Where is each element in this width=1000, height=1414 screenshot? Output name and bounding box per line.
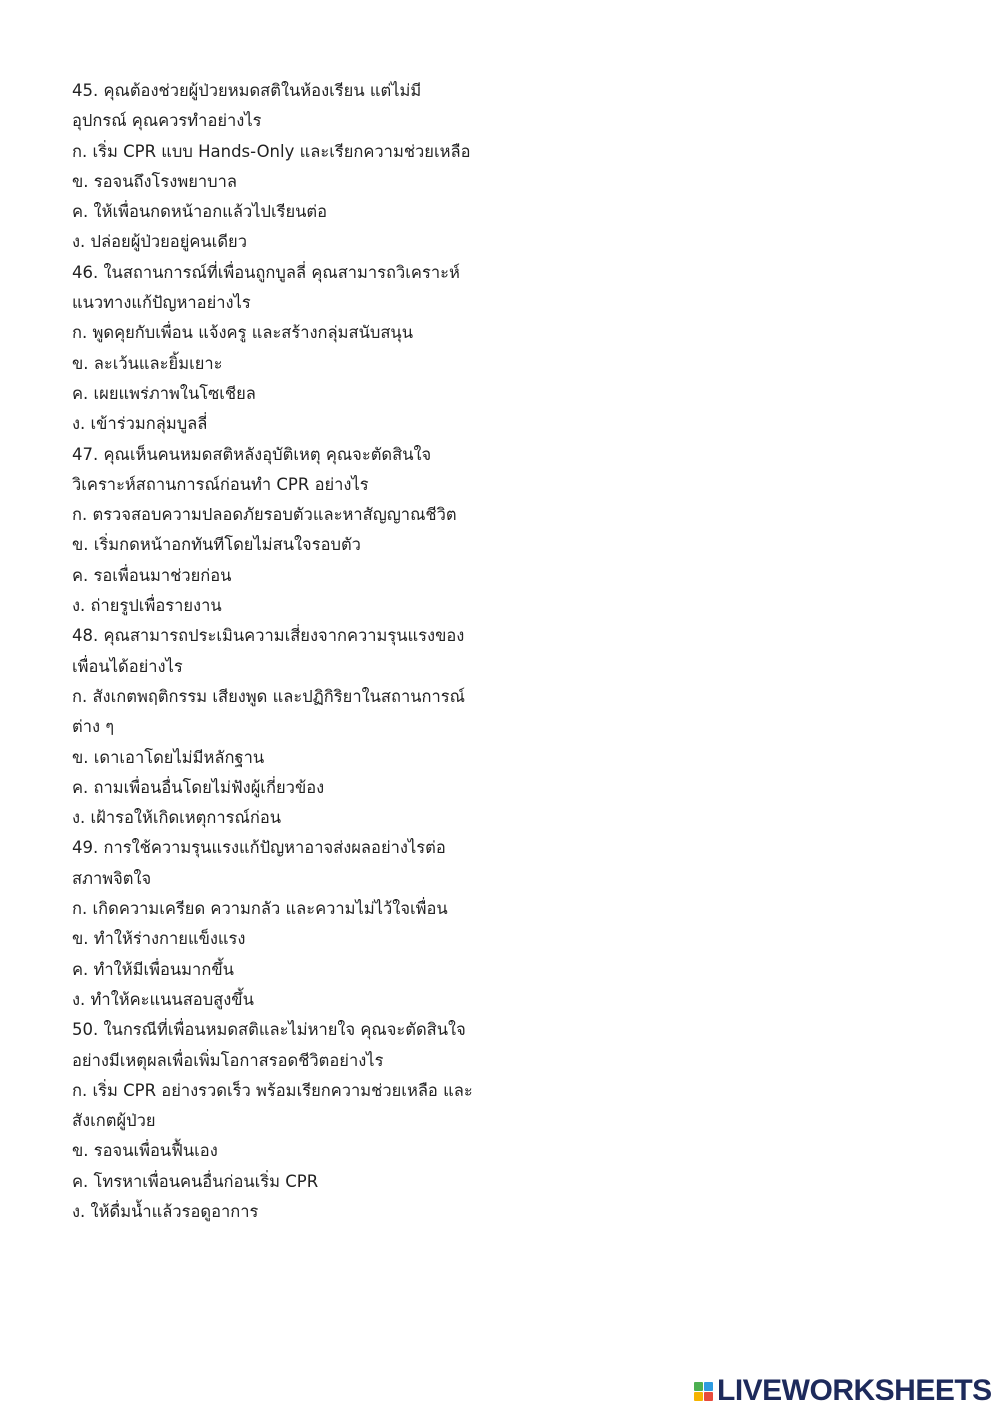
question-text: 46. ในสถานการณ์ที่เพื่อนถูกบูลลี่ คุณสามารถวิเคราะห์ (72, 262, 460, 282)
answer-option[interactable] (72, 349, 512, 379)
answer-option-text: ค. ถามเพื่อนอื่นโดยไม่ฟังผู้เกี่ยวข้อง (72, 777, 325, 797)
answer-option-text: ข. เดาเอาโดยไม่มีหลักฐาน (72, 747, 265, 767)
question-block (72, 621, 512, 833)
brand-name: LIVEWORKSHEETS (717, 1374, 992, 1407)
question-text: 49. การใช้ความรุนแรงแก้ปัญหาอาจส่งผลอย่างไรต่อ (72, 838, 446, 858)
answer-option-text: ข. ละเว้นและยิ้มเยาะ (72, 353, 223, 373)
question-text: วิเคราะห์สถานการณ์ก่อนทำ CPR อย่างไร (72, 474, 369, 494)
answer-option[interactable] (72, 1076, 512, 1137)
question-text: แนวทางแก้ปัญหาอย่างไร (72, 293, 251, 313)
answer-option-text: ก. เกิดความเครียด ความกลัว และความไม่ไว้ใจเพื่อน (72, 899, 448, 919)
question-text: สภาพจิตใจ (72, 868, 152, 888)
answer-option[interactable] (72, 318, 512, 348)
answer-option-text: ต่าง ๆ (72, 717, 115, 737)
answer-option[interactable] (72, 379, 512, 409)
liveworksheets-logo-icon (694, 1382, 713, 1401)
question-text: เพื่อนได้อย่างไร (72, 656, 183, 676)
answer-option[interactable] (72, 1197, 512, 1227)
question-block (72, 76, 512, 258)
question-block (72, 1015, 512, 1227)
logo-tile-yellow (694, 1392, 703, 1401)
question-text: 48. คุณสามารถประเมินความเสี่ยงจากความรุนแรงของ (72, 626, 465, 646)
answer-option-text: ง. เข้าร่วมกลุ่มบูลลี่ (72, 414, 208, 434)
answer-option-text: ค. เผยแพร่ภาพในโซเชียล (72, 383, 256, 403)
logo-tile-red (704, 1392, 713, 1401)
liveworksheets-brand[interactable] (694, 1376, 992, 1406)
answer-option-text: ง. ถ่ายรูปเพื่อรายงาน (72, 596, 222, 616)
answer-option[interactable] (72, 682, 512, 743)
answer-option[interactable] (72, 955, 512, 985)
answer-option-text: ข. ทำให้ร่างกายแข็งแรง (72, 929, 246, 949)
answer-option-text: ง. ให้ดื่มน้ำแล้วรอดูอาการ (72, 1201, 259, 1221)
answer-option-text: สังเกตผู้ป่วย (72, 1111, 156, 1131)
answer-option-text: ข. รอจนเพื่อนฟื้นเอง (72, 1141, 218, 1161)
answer-option-text: ง. เฝ้ารอให้เกิดเหตุการณ์ก่อน (72, 808, 282, 828)
answer-option-text: ง. ปล่อยผู้ป่วยอยู่คนเดียว (72, 232, 247, 252)
answer-option-text: ค. ให้เพื่อนกดหน้าอกแล้วไปเรียนต่อ (72, 202, 328, 222)
answer-option[interactable] (72, 1167, 512, 1197)
logo-tile-blue (704, 1382, 713, 1391)
answer-option[interactable] (72, 167, 512, 197)
question-block (72, 833, 512, 1015)
answer-option-text: ก. พูดคุยกับเพื่อน แจ้งครู และสร้างกลุ่มสนับสนุน (72, 323, 413, 343)
answer-option-text: ก. เริ่ม CPR แบบ Hands-Only และเรียกความช่วยเหลือ (72, 141, 471, 161)
answer-option[interactable] (72, 803, 512, 833)
answer-option[interactable] (72, 924, 512, 954)
answer-option-text: ค. ทำให้มีเพื่อนมากขึ้น (72, 959, 234, 979)
question-block (72, 440, 512, 622)
answer-option[interactable] (72, 409, 512, 439)
answer-option[interactable] (72, 500, 512, 530)
answer-option-text: ก. สังเกตพฤติกรรม เสียงพูด และปฏิกิริยาในสถานการณ์ (72, 686, 465, 706)
answer-option[interactable] (72, 894, 512, 924)
question-text: อย่างมีเหตุผลเพื่อเพิ่มโอกาสรอดชีวิตอย่างไร (72, 1050, 384, 1070)
answer-option-text: ก. เริ่ม CPR อย่างรวดเร็ว พร้อมเรียกความช่วยเหลือ และ (72, 1080, 473, 1100)
answer-option-text: ข. รอจนถึงโรงพยาบาล (72, 171, 237, 191)
answer-option[interactable] (72, 591, 512, 621)
answer-option[interactable] (72, 227, 512, 257)
answer-option-text: ก. ตรวจสอบความปลอดภัยรอบตัวและหาสัญญาณชีวิต (72, 505, 457, 525)
answer-option[interactable] (72, 1136, 512, 1166)
answer-option[interactable] (72, 743, 512, 773)
answer-option[interactable] (72, 137, 512, 167)
answer-option[interactable] (72, 561, 512, 591)
answer-option-text: ค. โทรหาเพื่อนคนอื่นก่อนเริ่ม CPR (72, 1171, 319, 1191)
logo-tile-green (694, 1382, 703, 1391)
answer-option-text: ค. รอเพื่อนมาช่วยก่อน (72, 565, 232, 585)
question-text: 45. คุณต้องช่วยผู้ป่วยหมดสติในห้องเรียน แต่ไม่มี (72, 81, 422, 100)
question-text: 47. คุณเห็นคนหมดสติหลังอุบัติเหตุ คุณจะตัดสินใจ (72, 444, 432, 464)
question-text: 50. ในกรณีที่เพื่อนหมดสติและไม่หายใจ คุณจะตัดสินใจ (72, 1020, 466, 1040)
answer-option[interactable] (72, 530, 512, 560)
worksheet-content (72, 76, 512, 1227)
answer-option[interactable] (72, 985, 512, 1015)
question-block (72, 258, 512, 440)
answer-option[interactable] (72, 197, 512, 227)
question-text: อุปกรณ์ คุณควรทำอย่างไร (72, 111, 262, 131)
answer-option[interactable] (72, 773, 512, 803)
answer-option-text: ง. ทำให้คะแนนสอบสูงขึ้น (72, 989, 254, 1009)
answer-option-text: ข. เริ่มกดหน้าอกทันทีโดยไม่สนใจรอบตัว (72, 535, 361, 555)
